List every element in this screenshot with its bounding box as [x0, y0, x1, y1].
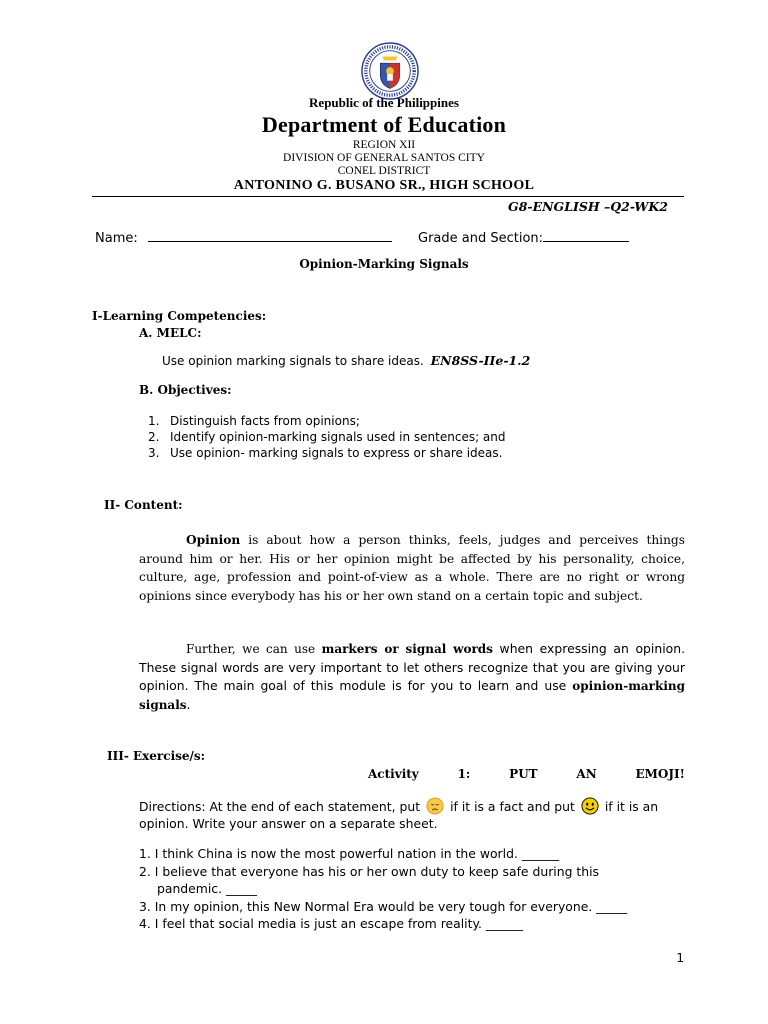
republic-heading: Republic of the Philippines — [309, 95, 459, 110]
header-divider — [92, 196, 684, 197]
opinion-paragraph: Opinion is about how a person thinks, feels, judges and perceives things around him or her. His or her opinion might be affected by his personality, choice, culture, age, profession and point-of-view as a whole. There are no right or wrong opinions since everybody has his or her own stand on a certain topic and subject. — [139, 533, 685, 603]
statement-item: 2. I believe that everyone has his or her own duty to keep safe during this — [139, 863, 600, 879]
page-number: 1 — [676, 951, 684, 965]
melc-heading: A. MELC: — [139, 326, 202, 340]
division-line: DIVISION OF GENERAL SANTOS CITY — [283, 152, 485, 164]
markers-term: markers or signal words — [321, 642, 493, 656]
opinion-marking-term: opinion-marking signals — [139, 679, 685, 712]
markers-paragraph: Further, we can use markers or signal words when expressing an opinion. These signal words are very important to let others recognize that you are giving your opinion. The main goal of this module is for you to learn and use opinion-marking signals. — [139, 641, 686, 712]
objective-item: 3. Use opinion- marking signals to express or share ideas. — [148, 446, 503, 460]
activity-title: Activity 1: PUT AN EMOJI! — [368, 767, 685, 781]
objectives-list — [148, 413, 506, 461]
objective-item: 1. Distinguish facts from opinions; — [148, 414, 360, 428]
grade-section-field[interactable] — [418, 229, 629, 246]
sad-face-emoji-icon — [426, 797, 444, 815]
statement-list — [139, 845, 627, 933]
statement-item: 3. In my opinion, this New Normal Era would be very tough for everyone. _____ — [139, 898, 628, 914]
objectives-heading: B. Objectives: — [139, 383, 232, 397]
grade-section-label: Grade and Section: — [418, 231, 544, 246]
directions-text: Directions: At the end of each statement, put if it is a fact and put if it is an opinion. Write your answer on a separate sheet. — [139, 799, 659, 831]
lesson-title: Opinion-Marking Signals — [299, 257, 469, 271]
melc-text: Use opinion marking signals to share ideas. — [162, 354, 424, 368]
statement-item: 4. I feel that social media is just an escape from reality. ______ — [139, 916, 524, 931]
region-line: REGION XII — [352, 139, 416, 151]
name-label: Name: — [95, 231, 138, 246]
department-heading: Department of Education — [261, 112, 507, 137]
name-field[interactable] — [95, 229, 392, 246]
statement-item-continuation: pandemic. _____ — [157, 881, 257, 896]
school-name: ANTONINO G. BUSANO SR., HIGH SCHOOL — [233, 178, 535, 193]
melc-code: EN8SS-IIe-1.2 — [430, 353, 531, 368]
objective-item: 2. Identify opinion-marking signals used in sentences; and — [148, 430, 506, 444]
exercise-heading: III- Exercise/s: — [107, 749, 206, 763]
district-line: CONEL DISTRICT — [337, 165, 431, 177]
competencies-heading: I-Learning Competencies: — [92, 309, 267, 323]
content-heading: II- Content: — [104, 498, 183, 512]
statement-item: 1. I think China is now the most powerful nation in the world. ______ — [139, 846, 560, 861]
opinion-term: Opinion — [186, 533, 241, 547]
subject-code: G8-ENGLISH –Q2-WK2 — [508, 199, 668, 214]
smiley-face-emoji-icon — [581, 797, 599, 815]
melc-line — [162, 353, 530, 368]
deped-seal-logo — [361, 42, 419, 100]
grade-section-blank[interactable] — [543, 229, 629, 242]
name-blank[interactable] — [148, 229, 392, 242]
